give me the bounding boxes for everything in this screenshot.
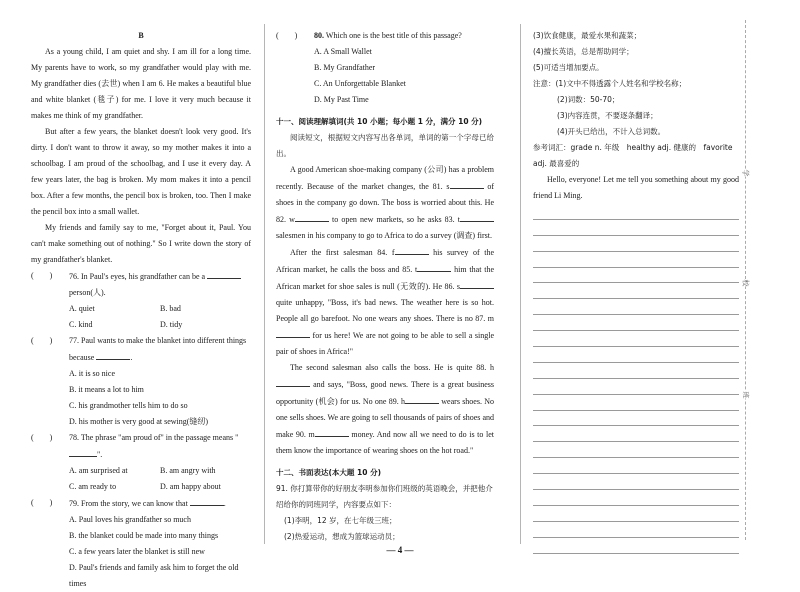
cloze-text: A good American shoe-making company (公司) has a problem recently. Because of the market changes, the 81. s (276, 165, 494, 191)
question-number: 76. (69, 272, 79, 281)
writing-line[interactable] (533, 347, 739, 363)
option[interactable]: D. am happy about (160, 482, 221, 491)
answer-blank-83[interactable] (460, 211, 494, 222)
cloze-text: wears shoes. No one sells shoes. We are going to sell thousands of pairs of shoes and make 90. m (276, 397, 495, 439)
cloze-text: quite unhappy, "Boss, it's bad news. The weather here is so hot. People all go barefoot. No one wears any shoes. There is no 87. m (276, 298, 494, 323)
cloze-text: of shoes in the company go down. The boss is worried about this. He 82. w (276, 182, 494, 224)
writing-line[interactable] (533, 506, 739, 522)
cloze-text: him that the African market for shoe sales is null (无效的). He 86. s (276, 265, 495, 291)
answer-blank-84[interactable] (395, 244, 429, 255)
writing-line[interactable] (533, 268, 739, 284)
note: (2)词数：50-70； (557, 95, 620, 104)
cloze-text: salesmen in his company to go to Africa to do a survey (调查) first. (276, 231, 492, 240)
option[interactable]: D. his mother is very good at sewing(缝纫) (69, 417, 209, 426)
question-number: 80. (314, 31, 324, 40)
question-text: Which one is the best title of this passage? (325, 31, 462, 40)
option[interactable]: B. it means a lot to him (69, 385, 144, 394)
writing-point: (1)李明，12 岁，在七年级三班； (284, 516, 397, 525)
question-tail: person(人). (69, 288, 106, 297)
cloze-text: The second salesman also calls the boss. He is quite 88. h (290, 363, 494, 372)
writing-line[interactable] (533, 442, 739, 458)
column-right (533, 28, 739, 554)
column-divider (520, 24, 521, 544)
option[interactable]: B. am angry with (160, 466, 216, 475)
answer-bracket[interactable]: ( ) (31, 498, 53, 507)
writing-prompt: 91. 你打算带你的好朋友李明参加你们班级的英语晚会，并把他介绍给你的同班同学，内容要点如下： (276, 484, 493, 509)
writing-point: (5)可适当增加要点。 (533, 63, 604, 72)
question-78 (31, 430, 251, 463)
answer-blank[interactable] (69, 446, 97, 457)
writing-point: (2)热爱运动，想成为篮球运动员； (284, 532, 400, 541)
writing-line[interactable] (533, 204, 739, 220)
writing-line[interactable] (533, 490, 739, 506)
writing-lines[interactable] (533, 204, 739, 554)
notes (533, 76, 739, 92)
answer-blank-86[interactable] (460, 278, 494, 289)
writing-line[interactable] (533, 474, 739, 490)
option[interactable]: B. bad (160, 304, 181, 313)
option[interactable]: C. kind (69, 320, 93, 329)
column-middle (276, 28, 494, 545)
answer-blank[interactable] (207, 268, 241, 279)
question-text: In Paul's eyes, his grandfather can be a (81, 272, 206, 281)
answer-blank-89[interactable] (405, 393, 439, 404)
question-number: 79. (69, 499, 79, 508)
question-80 (276, 28, 494, 44)
cloze-text: his survey of the African market, he calls the boss and 85. t (276, 248, 495, 274)
writing-line[interactable] (533, 363, 739, 379)
answer-blank-82[interactable] (295, 211, 329, 222)
writing-point: (3)饮食健康，最爱水果和蔬菜； (533, 31, 642, 40)
cloze-text: to open new markets, so he asks 83. t (332, 215, 461, 224)
writing-line[interactable] (533, 315, 739, 331)
passage-paragraph: My friends and family say to me, "Forget about it, Paul. You can't make something out of nothing." So I write down the story of my grandfather's blanket. (31, 223, 251, 264)
column-left (31, 28, 251, 592)
option[interactable]: A. it is so nice (69, 369, 115, 378)
option[interactable]: A. am surprised at (69, 466, 128, 475)
answer-blank-88[interactable] (276, 376, 310, 387)
cloze-text: After the first salesman 84. f (290, 248, 395, 257)
option[interactable]: B. the blanket could be made into many things (69, 531, 219, 540)
question-text: The phrase "am proud of" in the passage means " (80, 433, 239, 442)
option[interactable]: D. Paul's friends and family ask him to forget the old times (69, 563, 239, 588)
note: (4)开头已给出，不计入总词数。 (557, 127, 666, 136)
option[interactable]: B. My Grandfather (314, 63, 376, 72)
writing-line[interactable] (533, 426, 739, 442)
option[interactable]: C. An Unforgettable Blanket (314, 79, 406, 88)
writing-line[interactable] (533, 299, 739, 315)
writing-line[interactable] (533, 458, 739, 474)
answer-blank-90[interactable] (315, 426, 349, 437)
option[interactable]: C. his grandmother tells him to do so (69, 401, 188, 410)
question-76 (31, 268, 251, 301)
note: (3)内容连贯，不要逐条翻译； (557, 111, 658, 120)
answer-blank[interactable] (96, 349, 130, 360)
note: (1)文中不得透露个人姓名和学校名称； (555, 79, 687, 88)
writing-point: (4)擅长英语，总是帮助同学； (533, 47, 634, 56)
answer-blank-87[interactable] (276, 327, 310, 338)
writing-line[interactable] (533, 395, 739, 411)
options (31, 301, 251, 333)
writing-line[interactable] (533, 331, 739, 347)
page-number: — 4 — (386, 545, 414, 555)
writing-line[interactable] (533, 236, 739, 252)
cloze-passage (276, 244, 494, 360)
option[interactable]: A. Paul loves his grandfather so much (69, 515, 191, 524)
option[interactable]: D. My Past Time (314, 95, 369, 104)
question-number: 78. (69, 433, 79, 442)
options (31, 463, 251, 495)
answer-bracket[interactable]: ( ) (276, 31, 298, 40)
section-title: 十一、阅读理解填词(共 10 小题；每小题 1 分，满分 10 分) (276, 117, 483, 126)
column-divider (264, 24, 265, 544)
answer-blank[interactable] (190, 495, 224, 506)
question-text: Paul wants to make the blanket into different things because (69, 336, 247, 362)
answer-bracket[interactable]: ( ) (31, 433, 53, 442)
cloze-text: money. And now all we need to do is to let them know the importance of wearing shoes on the hot road." (276, 430, 495, 455)
cloze-text: and says, "Boss, good news. There is a great business opportunity (机会) for us. No one 89. h (276, 380, 495, 406)
option[interactable]: A. quiet (69, 304, 95, 313)
answer-bracket[interactable]: ( ) (31, 271, 53, 280)
question-text: From the story, we can know that (81, 499, 188, 508)
cloze-passage (276, 360, 494, 459)
passage-heading: B (138, 31, 144, 40)
question-tail: ". (97, 450, 103, 459)
binding-label: 班 (741, 391, 750, 399)
answer-bracket[interactable]: ( ) (31, 336, 53, 345)
option[interactable]: A. A Small Wallet (314, 47, 372, 56)
option[interactable]: D. tidy (160, 320, 183, 329)
option[interactable]: C. am ready to (69, 482, 117, 491)
writing-line[interactable] (533, 522, 739, 538)
essay-starter: Hello, everyone! Let me tell you something about my good friend Li Ming. (533, 175, 739, 200)
notes-label: 注意： (533, 79, 556, 88)
binding-label: 学 (741, 169, 750, 177)
binding-label: 校 (741, 279, 750, 287)
section-instruction: 阅读短文，根据短文内容写出各单词，单词的第一个字母已给出。 (276, 133, 494, 158)
question-77: ( ) 77. Paul wants to make the blanket into different things because . (31, 333, 251, 366)
vocabulary-reference: 参考词汇：grade n. 年级 healthy adj. 健康的 favorite adj. 最喜爱的 (533, 143, 733, 168)
answer-blank-85[interactable] (417, 261, 451, 272)
passage-paragraph: As a young child, I am quiet and shy. I am ill for a long time. My parents have to work, so my grandfather would play with me. My grandfather dies (去世) when I am 6. He makes a beautiful blue and white blanket (毯子) for me. I love it very much because it makes me think of my grandfather. (31, 47, 251, 120)
question-79: ( ) 79. From the story, we can know that . (31, 495, 251, 512)
cloze-passage (276, 162, 494, 244)
writing-line[interactable] (533, 411, 739, 427)
writing-line[interactable] (533, 283, 739, 299)
option[interactable]: C. a few years later the blanket is still new (69, 547, 205, 556)
writing-line[interactable] (533, 220, 739, 236)
writing-line[interactable] (533, 252, 739, 268)
cloze-text: for us here! We are not going to be able to sell a single pair of shoes in Africa!" (276, 331, 494, 356)
answer-blank-81[interactable] (450, 178, 484, 189)
section-title: 十二、书面表达(本大题 10 分) (276, 468, 382, 477)
passage-paragraph: But after a few years, the blanket doesn't look very good. It's dirty. I don't want to throw it away, so my mother makes it into a schoolbag. I am proud of the schoolbag, and I use it every day. A few years later, the bag is broken. My mom makes it into a pencil box. After a few months, the pencil box is broken, too. Then I make the pencil box into a small wallet. (31, 127, 251, 216)
writing-line[interactable] (533, 379, 739, 395)
question-number: 77. (69, 336, 79, 345)
